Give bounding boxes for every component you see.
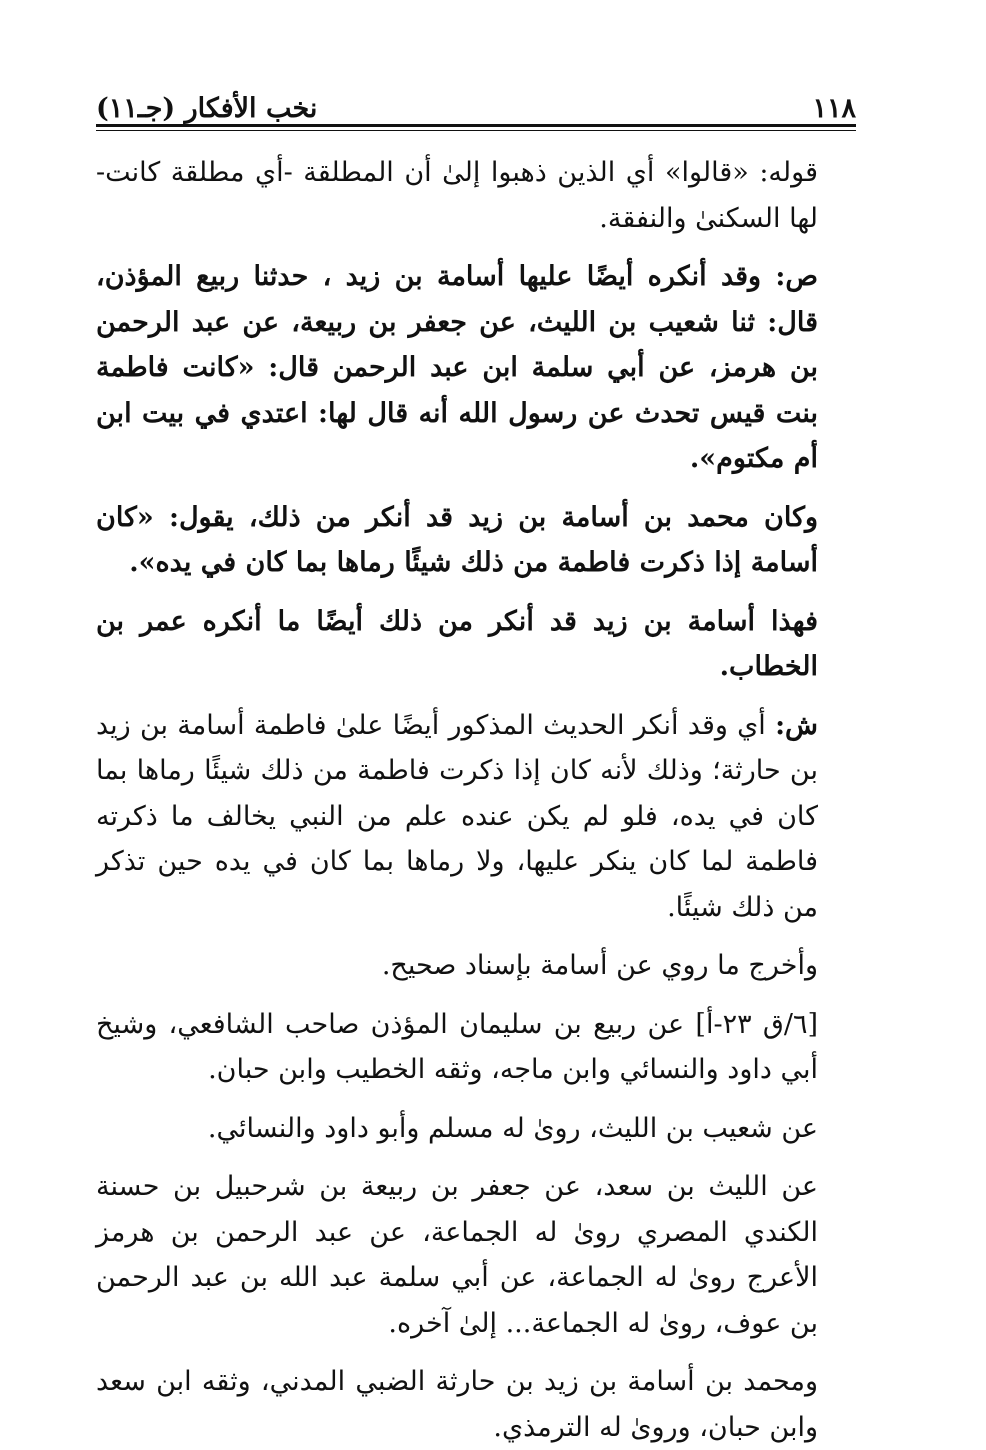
paragraph <box>96 943 856 989</box>
book-title: نخب الأفكار (جـ١١) <box>96 93 318 124</box>
paragraph <box>96 1164 856 1346</box>
page-header <box>96 84 856 124</box>
paragraph-marker: ش: <box>775 709 819 741</box>
paragraph-text: وأخرج ما روي عن أسامة بإسناد صحيح. <box>381 950 818 981</box>
paragraph <box>96 1106 856 1152</box>
paragraph <box>96 495 856 586</box>
page-number: ١١٨ <box>812 93 856 124</box>
paragraph-text: وقد أنكره أيضًا عليها أسامة بن زيد ، حدثنا ربيع المؤذن، قال: ثنا شعيب بن الليث، عن جعفر بن ربيعة، عن عبد الرحمن بن هرمز، عن أبي سلمة ابن عبد الرحمن قال: «كانت فاطمة بنت قيس تحدث عن رسول الله أنه قال لها: اعتدي في بيت ابن أم مكتوم». <box>96 261 818 474</box>
paragraph <box>96 1359 856 1450</box>
header-rule-thin <box>96 130 856 131</box>
paragraph <box>96 703 856 931</box>
header-rule-thick <box>96 124 856 127</box>
paragraph <box>96 599 856 690</box>
paragraph-text: ومحمد بن أسامة بن زيد بن حارثة الضبي المدني، وثقه ابن سعد وابن حبان، وروىٰ له الترمذي. <box>96 1366 818 1443</box>
paragraph <box>96 1002 856 1093</box>
page-body <box>96 150 856 1450</box>
paragraph <box>96 254 856 482</box>
paragraph-text: [٦/ق ٢٣-أ] عن ربيع بن سليمان المؤذن صاحب الشافعي، وشيخ أبي داود والنسائي وابن ماجه، وثقه الخطيب وابن حبان. <box>96 1008 818 1085</box>
paragraph-text: أي وقد أنكر الحديث المذكور أيضًا علىٰ فاطمة أسامة بن زيد بن حارثة؛ وذلك لأنه كان إذا ذكرت فاطمة من ذلك شيئًا رماها بما كان في يده، فلو لم يكن عنده علم من النبي يخالف ما ذكرته فاطمة لما كان ينكر عليها، ولا رماها بما كان في يده حين تذكر من ذلك شيئًا. <box>96 709 818 923</box>
paragraph-marker: ص: <box>775 261 818 292</box>
paragraph <box>96 150 856 241</box>
paragraph-text: عن شعيب بن الليث، روىٰ له مسلم وأبو داود والنسائي. <box>207 1112 818 1144</box>
paragraph-text: قوله: «قالوا» أي الذين ذهبوا إلىٰ أن المطلقة -أي مطلقة كانت- لها السكنىٰ والنفقة. <box>96 157 818 234</box>
paragraph-text: عن الليث بن سعد، عن جعفر بن ربيعة بن شرحبيل بن حسنة الكندي المصري روىٰ له الجماعة، عن عبد الرحمن بن هرمز الأعرج روىٰ له الجماعة، عن أبي سلمة عبد الله بن عبد الرحمن بن عوف، روىٰ له الجماعة... إلىٰ آخره. <box>96 1171 818 1339</box>
paragraph-text: وكان محمد بن أسامة بن زيد قد أنكر من ذلك، يقول: «كان أسامة إذا ذكرت فاطمة من ذلك شيئًا رماها بما كان في يده». <box>96 501 818 578</box>
paragraph-text: فهذا أسامة بن زيد قد أنكر من ذلك أيضًا ما أنكره عمر بن الخطاب. <box>96 605 818 682</box>
